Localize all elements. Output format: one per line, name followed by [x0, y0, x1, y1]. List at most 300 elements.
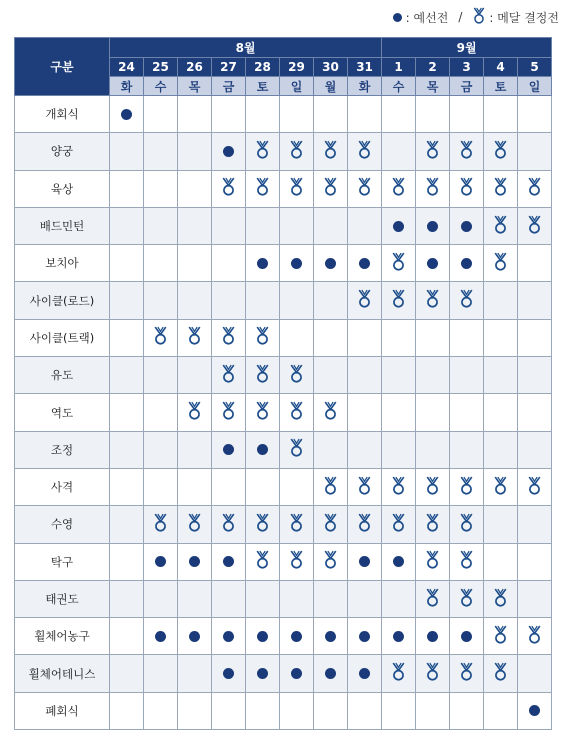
schedule-cell: [484, 133, 518, 170]
schedule-cell: [246, 506, 280, 543]
prelim-dot-icon: [223, 631, 234, 642]
schedule-cell: [212, 394, 246, 431]
schedule-cell: [348, 357, 382, 394]
medal-icon: [255, 140, 270, 159]
schedule-cell: [518, 618, 552, 655]
schedule-cell: [178, 618, 212, 655]
schedule-cell: [518, 170, 552, 207]
schedule-cell: [314, 282, 348, 319]
schedule-table: [14, 37, 552, 730]
schedule-cell: [212, 133, 246, 170]
prelim-dot-icon: [427, 258, 438, 269]
month-header-september: 9월: [382, 38, 552, 58]
day-header: 3: [450, 58, 484, 77]
medal-icon: [221, 401, 236, 420]
sport-label: 폐회식: [15, 692, 110, 729]
schedule-cell: [212, 543, 246, 580]
schedule-cell: [144, 692, 178, 729]
medal-icon: [255, 364, 270, 383]
prelim-dot-icon: [529, 705, 540, 716]
schedule-cell: [416, 431, 450, 468]
table-row: [15, 655, 552, 692]
schedule-cell: [382, 394, 416, 431]
schedule-cell: [144, 282, 178, 319]
schedule-cell: [314, 618, 348, 655]
schedule-cell: [450, 506, 484, 543]
weekday-header: 일: [518, 77, 552, 96]
day-header: 30: [314, 58, 348, 77]
schedule-cell: [212, 580, 246, 617]
schedule-cell: [518, 394, 552, 431]
table-row: [15, 618, 552, 655]
medal-icon: [391, 662, 406, 681]
schedule-cell: [144, 357, 178, 394]
schedule-cell: [450, 245, 484, 282]
schedule-cell: [178, 319, 212, 356]
schedule-cell: [280, 468, 314, 505]
schedule-cell: [382, 655, 416, 692]
schedule-cell: [518, 357, 552, 394]
schedule-cell: [178, 468, 212, 505]
medal-icon: [289, 177, 304, 196]
schedule-cell: [246, 468, 280, 505]
sport-label: 수영: [15, 506, 110, 543]
schedule-cell: [314, 543, 348, 580]
schedule-cell: [246, 96, 280, 133]
medal-icon: [255, 401, 270, 420]
schedule-cell: [212, 245, 246, 282]
medal-icon: [187, 326, 202, 345]
schedule-cell: [110, 207, 144, 244]
prelim-dot-icon: [359, 556, 370, 567]
schedule-cell: [484, 282, 518, 319]
schedule-cell: [178, 692, 212, 729]
medal-icon: [357, 177, 372, 196]
schedule-cell: [382, 357, 416, 394]
schedule-cell: [484, 207, 518, 244]
schedule-cell: [212, 207, 246, 244]
schedule-cell: [314, 357, 348, 394]
schedule-cell: [246, 543, 280, 580]
schedule-cell: [314, 319, 348, 356]
day-header: 25: [144, 58, 178, 77]
medal-icon: [289, 401, 304, 420]
prelim-dot-icon: [461, 258, 472, 269]
schedule-cell: [518, 319, 552, 356]
schedule-cell: [416, 170, 450, 207]
schedule-cell: [246, 282, 280, 319]
prelim-dot-icon: [189, 556, 200, 567]
table-row: [15, 245, 552, 282]
weekday-header: 수: [382, 77, 416, 96]
table-row: [15, 431, 552, 468]
schedule-cell: [416, 655, 450, 692]
schedule-cell: [450, 207, 484, 244]
schedule-cell: [348, 96, 382, 133]
schedule-cell: [484, 96, 518, 133]
medal-icon: [391, 513, 406, 532]
schedule-cell: [348, 543, 382, 580]
weekday-header: 월: [314, 77, 348, 96]
schedule-cell: [348, 207, 382, 244]
schedule-cell: [314, 506, 348, 543]
schedule-cell: [280, 245, 314, 282]
legend: [393, 8, 559, 26]
medal-icon: [493, 215, 508, 234]
schedule-cell: [314, 394, 348, 431]
schedule-cell: [382, 170, 416, 207]
medal-icon: [527, 625, 542, 644]
schedule-cell: [484, 543, 518, 580]
schedule-cell: [416, 245, 450, 282]
sport-label: 탁구: [15, 543, 110, 580]
prelim-dot-icon: [359, 258, 370, 269]
medal-icon: [425, 177, 440, 196]
prelim-dot-icon: [291, 668, 302, 679]
schedule-cell: [178, 96, 212, 133]
schedule-cell: [110, 468, 144, 505]
sport-label: 역도: [15, 394, 110, 431]
medal-icon: [153, 513, 168, 532]
medal-icon: [459, 588, 474, 607]
schedule-cell: [348, 580, 382, 617]
schedule-cell: [382, 319, 416, 356]
schedule-cell: [450, 133, 484, 170]
medal-icon: [221, 177, 236, 196]
schedule-cell: [450, 468, 484, 505]
medal-icon: [425, 588, 440, 607]
medal-icon: [459, 513, 474, 532]
medal-icon: [323, 140, 338, 159]
schedule-cell: [450, 96, 484, 133]
weekday-header: 금: [450, 77, 484, 96]
prelim-dot-icon: [223, 556, 234, 567]
medal-icon: [221, 326, 236, 345]
sport-label: 휠체어농구: [15, 618, 110, 655]
schedule-cell: [450, 618, 484, 655]
medal-icon: [255, 550, 270, 569]
sport-label: 육상: [15, 170, 110, 207]
schedule-cell: [518, 543, 552, 580]
prelim-dot-icon: [223, 444, 234, 455]
medal-icon: [357, 140, 372, 159]
legend-medal-label: : 메달 결정전: [489, 10, 559, 25]
prelim-dot-icon: [223, 668, 234, 679]
day-header: 5: [518, 58, 552, 77]
schedule-cell: [110, 655, 144, 692]
weekday-header: 화: [348, 77, 382, 96]
schedule-cell: [484, 468, 518, 505]
prelim-dot-icon: [223, 146, 234, 157]
schedule-cell: [280, 133, 314, 170]
medal-icon: [493, 140, 508, 159]
schedule-cell: [484, 580, 518, 617]
medal-icon: [221, 513, 236, 532]
prelim-dot-icon: [257, 631, 268, 642]
schedule-cell: [144, 96, 178, 133]
schedule-cell: [314, 468, 348, 505]
weekday-header: 수: [144, 77, 178, 96]
schedule-cell: [416, 96, 450, 133]
prelim-dot-icon: [393, 13, 402, 22]
medal-icon: [289, 550, 304, 569]
sport-label: 태권도: [15, 580, 110, 617]
schedule-cell: [144, 543, 178, 580]
prelim-dot-icon: [325, 631, 336, 642]
schedule-cell: [416, 394, 450, 431]
prelim-dot-icon: [427, 631, 438, 642]
schedule-cell: [382, 506, 416, 543]
schedule-cell: [246, 431, 280, 468]
schedule-cell: [382, 543, 416, 580]
schedule-cell: [246, 245, 280, 282]
schedule-cell: [280, 96, 314, 133]
schedule-cell: [212, 506, 246, 543]
prelim-dot-icon: [257, 258, 268, 269]
schedule-cell: [348, 431, 382, 468]
schedule-cell: [178, 655, 212, 692]
day-header: 2: [416, 58, 450, 77]
prelim-dot-icon: [291, 258, 302, 269]
schedule-cell: [416, 319, 450, 356]
schedule-cell: [348, 468, 382, 505]
schedule-cell: [110, 543, 144, 580]
day-header: 27: [212, 58, 246, 77]
medal-icon: [459, 476, 474, 495]
category-header: 구분: [15, 38, 110, 96]
medal-icon: [493, 252, 508, 271]
medal-icon: [221, 364, 236, 383]
prelim-dot-icon: [325, 258, 336, 269]
prelim-dot-icon: [155, 631, 166, 642]
medal-icon: [289, 364, 304, 383]
schedule-cell: [450, 543, 484, 580]
table-row: [15, 319, 552, 356]
table-row: [15, 170, 552, 207]
schedule-cell: [280, 580, 314, 617]
schedule-cell: [280, 207, 314, 244]
medal-icon: [425, 662, 440, 681]
schedule-cell: [212, 655, 246, 692]
schedule-cell: [246, 692, 280, 729]
medal-icon: [493, 588, 508, 607]
schedule-cell: [416, 357, 450, 394]
schedule-cell: [110, 431, 144, 468]
medal-icon: [493, 177, 508, 196]
table-row: [15, 468, 552, 505]
schedule-cell: [212, 431, 246, 468]
schedule-cell: [110, 319, 144, 356]
medal-icon: [425, 550, 440, 569]
schedule-cell: [450, 394, 484, 431]
medal-icon: [255, 177, 270, 196]
medal-icon: [391, 476, 406, 495]
table-row: [15, 207, 552, 244]
table-row: [15, 394, 552, 431]
schedule-cell: [178, 431, 212, 468]
day-header: 26: [178, 58, 212, 77]
schedule-cell: [382, 618, 416, 655]
schedule-cell: [348, 170, 382, 207]
schedule-cell: [246, 319, 280, 356]
schedule-cell: [518, 506, 552, 543]
schedule-cell: [450, 170, 484, 207]
prelim-dot-icon: [393, 631, 404, 642]
schedule-cell: [178, 394, 212, 431]
schedule-cell: [348, 618, 382, 655]
schedule-cell: [144, 207, 178, 244]
medal-icon: [459, 289, 474, 308]
sport-label: 배드민턴: [15, 207, 110, 244]
schedule-cell: [484, 394, 518, 431]
sport-label: 보치아: [15, 245, 110, 282]
schedule-cell: [450, 319, 484, 356]
schedule-cell: [246, 655, 280, 692]
prelim-dot-icon: [359, 668, 370, 679]
medal-icon: [459, 550, 474, 569]
table-row: [15, 133, 552, 170]
medal-icon: [493, 476, 508, 495]
schedule-cell: [144, 431, 178, 468]
sport-label: 유도: [15, 357, 110, 394]
schedule-cell: [212, 357, 246, 394]
schedule-cell: [144, 468, 178, 505]
day-header: 31: [348, 58, 382, 77]
schedule-cell: [178, 357, 212, 394]
schedule-cell: [212, 282, 246, 319]
schedule-cell: [144, 655, 178, 692]
schedule-cell: [382, 580, 416, 617]
schedule-cell: [246, 394, 280, 431]
medal-icon: [255, 513, 270, 532]
schedule-cell: [518, 580, 552, 617]
schedule-cell: [484, 431, 518, 468]
schedule-cell: [314, 133, 348, 170]
schedule-cell: [212, 96, 246, 133]
table-row: [15, 96, 552, 133]
prelim-dot-icon: [393, 221, 404, 232]
medal-icon: [459, 140, 474, 159]
table-row: [15, 543, 552, 580]
schedule-cell: [110, 580, 144, 617]
prelim-dot-icon: [121, 109, 132, 120]
schedule-cell: [212, 170, 246, 207]
medal-icon: [527, 177, 542, 196]
sport-label: 개회식: [15, 96, 110, 133]
day-header: 4: [484, 58, 518, 77]
day-header: 28: [246, 58, 280, 77]
medal-icon: [323, 513, 338, 532]
schedule-cell: [110, 170, 144, 207]
weekday-header: 목: [416, 77, 450, 96]
schedule-cell: [416, 282, 450, 319]
schedule-cell: [484, 692, 518, 729]
sport-label: 사이클(로드): [15, 282, 110, 319]
medal-icon: [357, 476, 372, 495]
schedule-cell: [382, 468, 416, 505]
weekday-header: 화: [110, 77, 144, 96]
schedule-cell: [382, 207, 416, 244]
medal-icon: [425, 140, 440, 159]
schedule-cell: [212, 468, 246, 505]
schedule-cell: [178, 170, 212, 207]
medal-icon: [425, 476, 440, 495]
schedule-cell: [144, 580, 178, 617]
schedule-cell: [416, 692, 450, 729]
schedule-cell: [144, 319, 178, 356]
table-row: [15, 580, 552, 617]
schedule-cell: [144, 245, 178, 282]
weekday-header: 토: [484, 77, 518, 96]
schedule-cell: [110, 506, 144, 543]
medal-icon: [323, 401, 338, 420]
medal-icon: [323, 550, 338, 569]
table-row: [15, 357, 552, 394]
schedule-cell: [246, 618, 280, 655]
medal-icon: [187, 513, 202, 532]
medal-icon: [527, 215, 542, 234]
schedule-cell: [484, 245, 518, 282]
medal-icon: [493, 662, 508, 681]
medal-icon: [357, 513, 372, 532]
schedule-cell: [144, 394, 178, 431]
schedule-cell: [518, 245, 552, 282]
schedule-cell: [450, 431, 484, 468]
sport-label: 사이클(트랙): [15, 319, 110, 356]
sport-label: 조정: [15, 431, 110, 468]
schedule-cell: [518, 468, 552, 505]
prelim-dot-icon: [291, 631, 302, 642]
schedule-cell: [144, 506, 178, 543]
schedule-cell: [518, 96, 552, 133]
medal-icon: [391, 289, 406, 308]
medal-icon: [425, 513, 440, 532]
prelim-dot-icon: [427, 221, 438, 232]
schedule-cell: [348, 133, 382, 170]
prelim-dot-icon: [257, 444, 268, 455]
schedule-cell: [246, 170, 280, 207]
schedule-cell: [280, 692, 314, 729]
prelim-dot-icon: [461, 631, 472, 642]
prelim-dot-icon: [359, 631, 370, 642]
schedule-cell: [314, 655, 348, 692]
schedule-cell: [348, 655, 382, 692]
medal-icon: [187, 401, 202, 420]
schedule-cell: [348, 692, 382, 729]
schedule-cell: [518, 282, 552, 319]
schedule-cell: [518, 692, 552, 729]
medal-icon: [289, 513, 304, 532]
schedule-cell: [110, 692, 144, 729]
prelim-dot-icon: [155, 556, 166, 567]
schedule-cell: [178, 282, 212, 319]
medal-icon: [391, 252, 406, 271]
schedule-cell: [484, 506, 518, 543]
schedule-cell: [382, 96, 416, 133]
schedule-cell: [416, 468, 450, 505]
prelim-dot-icon: [257, 668, 268, 679]
schedule-cell: [246, 207, 280, 244]
schedule-cell: [314, 431, 348, 468]
schedule-cell: [280, 506, 314, 543]
weekday-header: 토: [246, 77, 280, 96]
table-row: [15, 506, 552, 543]
schedule-cell: [484, 170, 518, 207]
sport-label: 양궁: [15, 133, 110, 170]
schedule-cell: [484, 319, 518, 356]
schedule-cell: [382, 692, 416, 729]
schedule-cell: [348, 282, 382, 319]
